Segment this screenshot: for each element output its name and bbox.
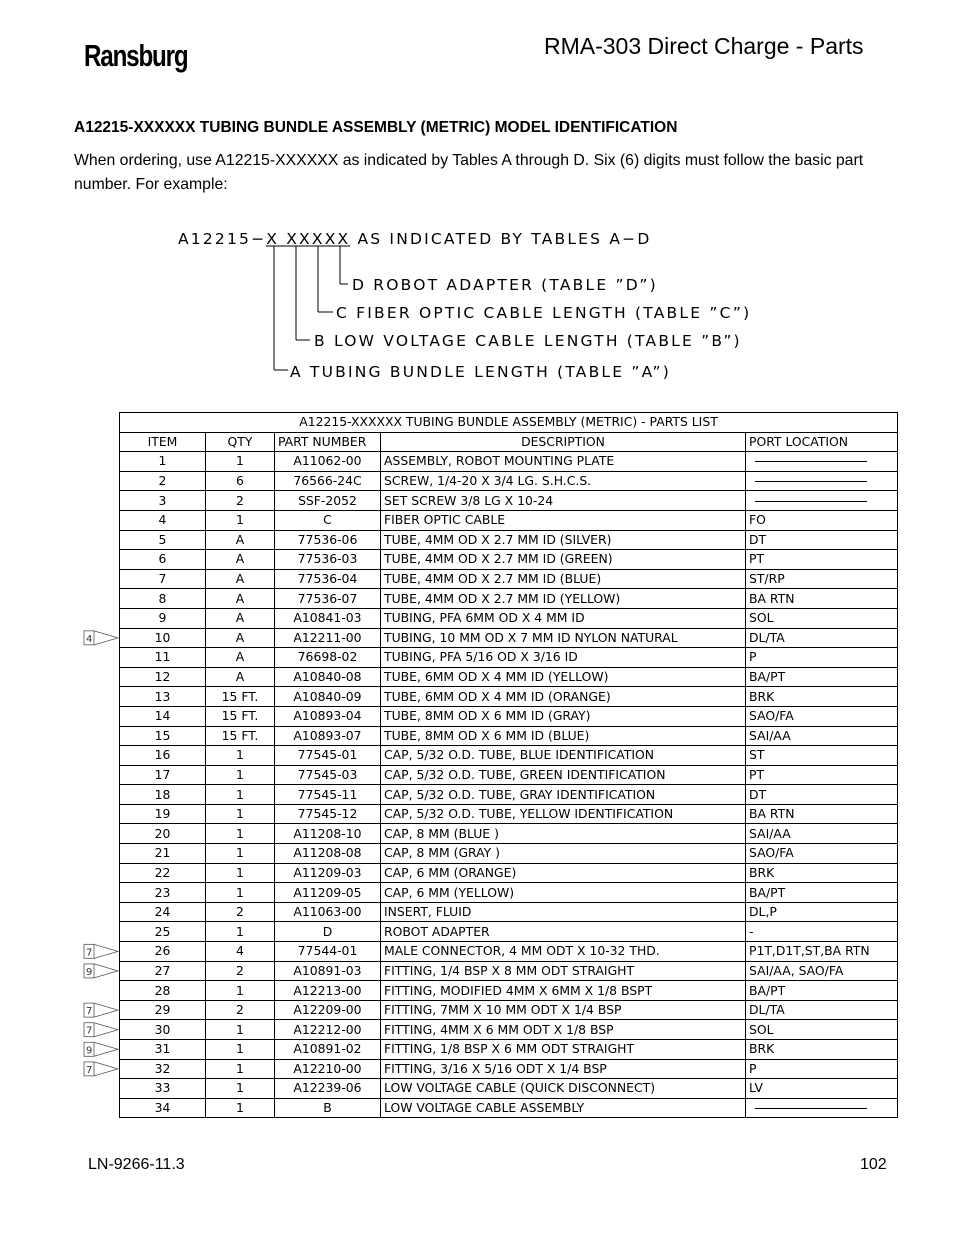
table-row: [120, 687, 898, 707]
cell-part-number: A11209-05: [275, 883, 381, 903]
cell-description: LOW VOLTAGE CABLE ASSEMBLY: [381, 1098, 746, 1118]
cell-qty: 15 FT.: [206, 726, 275, 746]
table-row: [120, 765, 898, 785]
cell-port-location: [746, 491, 898, 511]
cell-part-number: 77536-04: [275, 569, 381, 589]
revision-flag: [84, 944, 118, 958]
revision-flag: [84, 1023, 118, 1037]
header-description: DESCRIPTION: [381, 432, 746, 452]
cell-part-number: 77545-03: [275, 765, 381, 785]
table-row: [120, 785, 898, 805]
table-row: [120, 922, 898, 942]
cell-item: 5: [120, 530, 206, 550]
revision-flag: [84, 1042, 118, 1056]
cell-item: 22: [120, 863, 206, 883]
cell-item: 26: [120, 942, 206, 962]
cell-item: 25: [120, 922, 206, 942]
cell-port-location: BRK: [746, 1040, 898, 1060]
blank-rule: [755, 481, 867, 482]
cell-description: TUBE, 4MM OD X 2.7 MM ID (GREEN): [381, 550, 746, 570]
cell-part-number: 76566-24C: [275, 471, 381, 491]
cell-item: 19: [120, 804, 206, 824]
cell-item: 8: [120, 589, 206, 609]
cell-part-number: SSF-2052: [275, 491, 381, 511]
cell-qty: 1: [206, 1040, 275, 1060]
section-title: A12215-XXXXXX TUBING BUNDLE ASSEMBLY (METRIC) MODEL IDENTIFICATION: [74, 119, 678, 136]
cell-qty: 1: [206, 863, 275, 883]
cell-description: CAP, 5/32 O.D. TUBE, GREEN IDENTIFICATION: [381, 765, 746, 785]
cell-qty: 1: [206, 824, 275, 844]
cell-description: CAP, 5/32 O.D. TUBE, YELLOW IDENTIFICATION: [381, 804, 746, 824]
cell-description: MALE CONNECTOR, 4 MM ODT X 10-32 THD.: [381, 942, 746, 962]
ransburg-logo: Ransburg: [84, 38, 188, 73]
cell-qty: 1: [206, 883, 275, 903]
blank-rule: [755, 461, 867, 462]
table-row: [120, 608, 898, 628]
cell-description: TUBE, 8MM OD X 6 MM ID (GRAY): [381, 706, 746, 726]
cell-part-number: A11209-03: [275, 863, 381, 883]
cell-qty: A: [206, 589, 275, 609]
table-row: [120, 1040, 898, 1060]
cell-item: 24: [120, 902, 206, 922]
cell-port-location: BA/PT: [746, 667, 898, 687]
cell-description: SET SCREW 3/8 LG X 10-24: [381, 491, 746, 511]
cell-item: 4: [120, 510, 206, 530]
cell-port-location: PT: [746, 550, 898, 570]
cell-port-location: DL/TA: [746, 1000, 898, 1020]
cell-description: FITTING, 3/16 X 5/16 ODT X 1/4 BSP: [381, 1059, 746, 1079]
table-row: [120, 942, 898, 962]
cell-item: 13: [120, 687, 206, 707]
cell-qty: A: [206, 550, 275, 570]
cell-part-number: 77536-07: [275, 589, 381, 609]
header-port-location: PORT LOCATION: [746, 432, 898, 452]
table-row: [120, 1020, 898, 1040]
cell-port-location: SOL: [746, 1020, 898, 1040]
cell-qty: 1: [206, 765, 275, 785]
cell-description: TUBE, 4MM OD X 2.7 MM ID (SILVER): [381, 530, 746, 550]
cell-item: 29: [120, 1000, 206, 1020]
cell-description: FITTING, 1/4 BSP X 8 MM ODT STRAIGHT: [381, 961, 746, 981]
header-item: ITEM: [120, 432, 206, 452]
footer-doc-number: LN-9266-11.3: [88, 1156, 185, 1173]
cell-description: CAP, 5/32 O.D. TUBE, BLUE IDENTIFICATION: [381, 746, 746, 766]
table-row: [120, 883, 898, 903]
cell-part-number: A12213-00: [275, 981, 381, 1001]
table-row: [120, 961, 898, 981]
cell-qty: A: [206, 648, 275, 668]
cell-port-location: SAI/AA: [746, 726, 898, 746]
revision-flag-label: 7: [86, 1064, 93, 1076]
cell-item: 30: [120, 1020, 206, 1040]
cell-item: 34: [120, 1098, 206, 1118]
table-row: [120, 726, 898, 746]
table-row: [120, 1000, 898, 1020]
cell-port-location: DL/TA: [746, 628, 898, 648]
cell-item: 11: [120, 648, 206, 668]
cell-qty: 2: [206, 961, 275, 981]
cell-port-location: P: [746, 1059, 898, 1079]
cell-item: 28: [120, 981, 206, 1001]
cell-description: FITTING, 7MM X 10 MM ODT X 1/4 BSP: [381, 1000, 746, 1020]
cell-qty: 15 FT.: [206, 706, 275, 726]
table-row: [120, 981, 898, 1001]
cell-port-location: SAO/FA: [746, 844, 898, 864]
cell-description: CAP, 8 MM (GRAY ): [381, 844, 746, 864]
cell-qty: A: [206, 530, 275, 550]
revision-flag: [84, 631, 118, 645]
cell-item: 6: [120, 550, 206, 570]
cell-description: TUBE, 8MM OD X 6 MM ID (BLUE): [381, 726, 746, 746]
revision-flags: [82, 0, 122, 1235]
header-part-number: PART NUMBER: [275, 432, 381, 452]
cell-part-number: A10891-03: [275, 961, 381, 981]
cell-part-number: 77545-11: [275, 785, 381, 805]
revision-flag: [84, 964, 118, 978]
model-number-diagram: [170, 222, 780, 392]
table-row: [120, 746, 898, 766]
cell-item: 14: [120, 706, 206, 726]
revision-flag-label: 7: [86, 947, 93, 959]
cell-port-location: [746, 452, 898, 472]
cell-qty: 4: [206, 942, 275, 962]
cell-item: 17: [120, 765, 206, 785]
cell-qty: 1: [206, 1059, 275, 1079]
document-title: RMA-303 Direct Charge - Parts: [544, 33, 864, 59]
cell-part-number: A10840-09: [275, 687, 381, 707]
table-row: [120, 1079, 898, 1099]
cell-description: TUBING, PFA 5/16 OD X 3/16 ID: [381, 648, 746, 668]
cell-port-location: SAO/FA: [746, 706, 898, 726]
cell-part-number: A10840-08: [275, 667, 381, 687]
cell-description: INSERT, FLUID: [381, 902, 746, 922]
cell-part-number: A12212-00: [275, 1020, 381, 1040]
cell-item: 21: [120, 844, 206, 864]
cell-qty: 2: [206, 1000, 275, 1020]
cell-qty: 6: [206, 471, 275, 491]
cell-qty: 2: [206, 902, 275, 922]
table-title: A12215-XXXXXX TUBING BUNDLE ASSEMBLY (METRIC) - PARTS LIST: [120, 413, 898, 433]
footer-page-number: 102: [860, 1156, 887, 1173]
cell-description: CAP, 5/32 O.D. TUBE, GRAY IDENTIFICATION: [381, 785, 746, 805]
cell-part-number: 77544-01: [275, 942, 381, 962]
cell-port-location: LV: [746, 1079, 898, 1099]
table-row: [120, 569, 898, 589]
revision-flag: [84, 1003, 118, 1017]
cell-port-location: P1T,D1T,ST,BA RTN: [746, 942, 898, 962]
cell-part-number: A12209-00: [275, 1000, 381, 1020]
cell-description: CAP, 6 MM (ORANGE): [381, 863, 746, 883]
cell-item: 20: [120, 824, 206, 844]
cell-port-location: BA RTN: [746, 589, 898, 609]
cell-port-location: DT: [746, 785, 898, 805]
table-row: [120, 902, 898, 922]
cell-item: 15: [120, 726, 206, 746]
cell-description: TUBE, 6MM OD X 4 MM ID (YELLOW): [381, 667, 746, 687]
cell-part-number: A11208-10: [275, 824, 381, 844]
blank-rule: [755, 501, 867, 502]
cell-description: TUBING, 10 MM OD X 7 MM ID NYLON NATURAL: [381, 628, 746, 648]
table-row: [120, 550, 898, 570]
cell-qty: A: [206, 628, 275, 648]
parts-list-table: [119, 412, 898, 1118]
cell-qty: A: [206, 667, 275, 687]
cell-qty: 1: [206, 1098, 275, 1118]
cell-description: ROBOT ADAPTER: [381, 922, 746, 942]
intro-paragraph: When ordering, use A12215-XXXXXX as indicated by Tables A through D. Six (6) digits must follow the basic part number. For example:: [74, 152, 864, 193]
revision-flag-label: 9: [86, 1045, 93, 1057]
cell-part-number: A12210-00: [275, 1059, 381, 1079]
cell-qty: 15 FT.: [206, 687, 275, 707]
cell-part-number: A11062-00: [275, 452, 381, 472]
cell-port-location: BA RTN: [746, 804, 898, 824]
cell-qty: 1: [206, 452, 275, 472]
diagram-line-a: A TUBING BUNDLE LENGTH (TABLE ”A”): [290, 363, 671, 381]
cell-port-location: [746, 471, 898, 491]
cell-port-location: BA/PT: [746, 883, 898, 903]
cell-port-location: BRK: [746, 863, 898, 883]
cell-description: FITTING, 1/8 BSP X 6 MM ODT STRAIGHT: [381, 1040, 746, 1060]
cell-part-number: A10841-03: [275, 608, 381, 628]
table-row: [120, 804, 898, 824]
cell-qty: 1: [206, 785, 275, 805]
cell-description: TUBE, 6MM OD X 4 MM ID (ORANGE): [381, 687, 746, 707]
cell-part-number: D: [275, 922, 381, 942]
cell-port-location: ST/RP: [746, 569, 898, 589]
diagram-line-b: B LOW VOLTAGE CABLE LENGTH (TABLE ”B”): [314, 332, 742, 350]
cell-description: FIBER OPTIC CABLE: [381, 510, 746, 530]
cell-port-location: FO: [746, 510, 898, 530]
table-row: [120, 1059, 898, 1079]
cell-port-location: SAI/AA: [746, 824, 898, 844]
cell-part-number: A10893-04: [275, 706, 381, 726]
revision-flag-label: 9: [86, 966, 93, 978]
cell-item: 9: [120, 608, 206, 628]
cell-item: 10: [120, 628, 206, 648]
cell-part-number: A10893-07: [275, 726, 381, 746]
cell-item: 18: [120, 785, 206, 805]
cell-part-number: A11208-08: [275, 844, 381, 864]
revision-flag-label: 4: [86, 633, 93, 645]
cell-item: 31: [120, 1040, 206, 1060]
cell-port-location: SOL: [746, 608, 898, 628]
table-row: [120, 1098, 898, 1118]
cell-item: 27: [120, 961, 206, 981]
table-row: [120, 628, 898, 648]
cell-description: TUBE, 4MM OD X 2.7 MM ID (YELLOW): [381, 589, 746, 609]
table-row: [120, 510, 898, 530]
cell-part-number: 77545-01: [275, 746, 381, 766]
cell-port-location: -: [746, 922, 898, 942]
cell-part-number: A12239-06: [275, 1079, 381, 1099]
revision-flag: [84, 1062, 118, 1076]
cell-item: 32: [120, 1059, 206, 1079]
table-row: [120, 471, 898, 491]
cell-description: LOW VOLTAGE CABLE (QUICK DISCONNECT): [381, 1079, 746, 1099]
cell-qty: 1: [206, 844, 275, 864]
cell-qty: 2: [206, 491, 275, 511]
table-row: [120, 452, 898, 472]
cell-part-number: 77545-12: [275, 804, 381, 824]
diagram-line-c: C FIBER OPTIC CABLE LENGTH (TABLE ”C”): [336, 304, 752, 322]
cell-port-location: SAI/AA, SAO/FA: [746, 961, 898, 981]
cell-qty: A: [206, 608, 275, 628]
diagram-line-d: D ROBOT ADAPTER (TABLE ”D”): [352, 276, 658, 294]
blank-rule: [755, 1108, 867, 1109]
cell-item: 2: [120, 471, 206, 491]
cell-item: 1: [120, 452, 206, 472]
cell-qty: 1: [206, 746, 275, 766]
cell-qty: 1: [206, 981, 275, 1001]
table-row: [120, 824, 898, 844]
cell-port-location: DT: [746, 530, 898, 550]
cell-part-number: A12211-00: [275, 628, 381, 648]
cell-port-location: PT: [746, 765, 898, 785]
cell-qty: 1: [206, 804, 275, 824]
cell-port-location: P: [746, 648, 898, 668]
cell-port-location: [746, 1098, 898, 1118]
cell-part-number: A10891-02: [275, 1040, 381, 1060]
table-row: [120, 530, 898, 550]
diagram-line-header: A12215−X XXXXX AS INDICATED BY TABLES A−D: [178, 230, 652, 248]
cell-description: CAP, 8 MM (BLUE ): [381, 824, 746, 844]
cell-part-number: 76698-02: [275, 648, 381, 668]
revision-flag-label: 7: [86, 1006, 93, 1018]
table-row: [120, 589, 898, 609]
cell-qty: A: [206, 569, 275, 589]
table-row: [120, 491, 898, 511]
cell-item: 23: [120, 883, 206, 903]
cell-description: TUBING, PFA 6MM OD X 4 MM ID: [381, 608, 746, 628]
cell-description: FITTING, MODIFIED 4MM X 6MM X 1/8 BSPT: [381, 981, 746, 1001]
cell-description: TUBE, 4MM OD X 2.7 MM ID (BLUE): [381, 569, 746, 589]
cell-description: CAP, 6 MM (YELLOW): [381, 883, 746, 903]
header-qty: QTY: [206, 432, 275, 452]
cell-port-location: BA/PT: [746, 981, 898, 1001]
cell-port-location: DL,P: [746, 902, 898, 922]
cell-part-number: A11063-00: [275, 902, 381, 922]
table-row: [120, 648, 898, 668]
cell-part-number: B: [275, 1098, 381, 1118]
cell-part-number: 77536-03: [275, 550, 381, 570]
table-row: [120, 706, 898, 726]
cell-item: 3: [120, 491, 206, 511]
cell-description: ASSEMBLY, ROBOT MOUNTING PLATE: [381, 452, 746, 472]
cell-qty: 1: [206, 1079, 275, 1099]
cell-qty: 1: [206, 1020, 275, 1040]
cell-port-location: ST: [746, 746, 898, 766]
cell-description: SCREW, 1/4-20 X 3/4 LG. S.H.C.S.: [381, 471, 746, 491]
cell-item: 16: [120, 746, 206, 766]
cell-port-location: BRK: [746, 687, 898, 707]
cell-part-number: C: [275, 510, 381, 530]
cell-item: 7: [120, 569, 206, 589]
cell-part-number: 77536-06: [275, 530, 381, 550]
table-row: [120, 844, 898, 864]
cell-description: FITTING, 4MM X 6 MM ODT X 1/8 BSP: [381, 1020, 746, 1040]
revision-flag-label: 7: [86, 1025, 93, 1037]
cell-qty: 1: [206, 922, 275, 942]
cell-qty: 1: [206, 510, 275, 530]
table-row: [120, 667, 898, 687]
cell-item: 33: [120, 1079, 206, 1099]
table-row: [120, 863, 898, 883]
cell-item: 12: [120, 667, 206, 687]
